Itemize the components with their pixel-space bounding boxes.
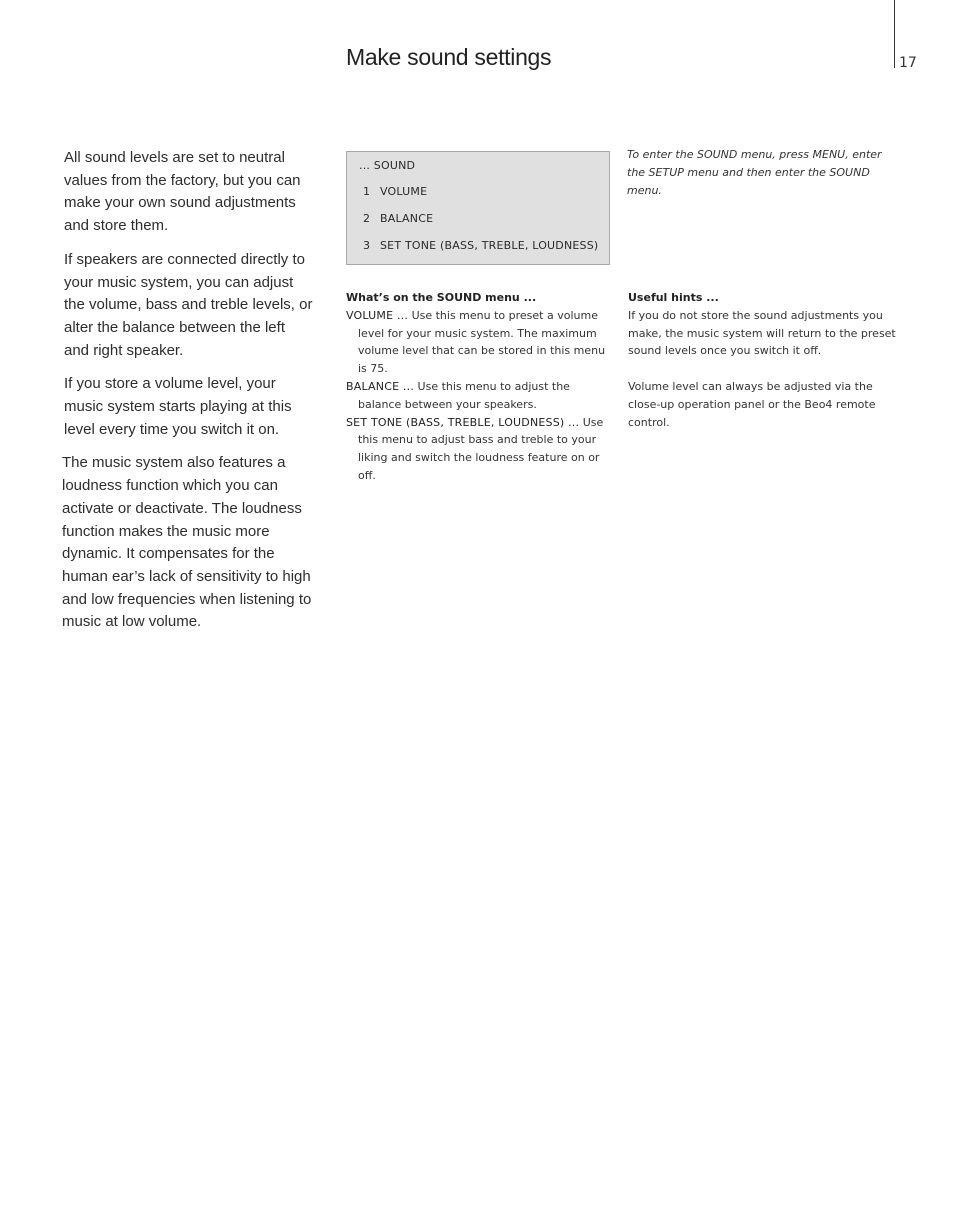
body-paragraph: If speakers are connected directly to your music system, you can adjust the volume, bass and treble levels, or alter the balance between the left and right speaker. [64, 250, 313, 359]
entry-text: Use this menu to preset a volume level for your music system. The maximum volume level that can be stored in this menu is 75. [358, 308, 606, 376]
entry-text: Use this menu to adjust bass and treble to your liking and switch the loudness feature on or off. [358, 415, 604, 482]
menu-entry-balance [346, 378, 612, 414]
page-number: 17 [899, 55, 917, 71]
body-text-column [64, 147, 314, 645]
hint-paragraph: If you do not store the sound adjustments you make, the music system will return to the preset sound levels once you switch it off. [628, 308, 896, 358]
menu-item-volume [363, 185, 427, 198]
entry-term: SET TONE (BASS, TREBLE, LOUDNESS) ... [346, 415, 580, 429]
menu-item-label: BALANCE [380, 212, 434, 225]
menu-item-number: 3 [363, 239, 371, 252]
section-heading: Useful hints ... [628, 291, 719, 304]
menu-caption: To enter the SOUND menu, press MENU, enter the SETUP menu and then enter the SOUND menu. [627, 148, 882, 197]
entry-term: BALANCE ... [346, 379, 415, 393]
section-heading: What’s on the SOUND menu ... [346, 291, 537, 304]
menu-item-number: 2 [363, 212, 371, 225]
page-edge-rule [894, 0, 895, 68]
page-title: Make sound settings [346, 44, 552, 70]
menu-item-label: SET TONE (BASS, TREBLE, LOUDNESS) [380, 239, 599, 252]
menu-item-number: 1 [363, 185, 371, 198]
body-paragraph: If you store a volume level, your music system starts playing at this level every time you switch it on. [64, 375, 292, 438]
hint-paragraph: Volume level can always be adjusted via the close-up operation panel or the Beo4 remote control. [628, 379, 876, 429]
menu-item-balance [363, 212, 433, 225]
menu-item-label: VOLUME [380, 185, 428, 198]
entry-term: VOLUME ... [346, 308, 409, 322]
body-paragraph: All sound levels are set to neutral values from the factory, but you can make your own sound adjustments and store them. [64, 149, 301, 235]
sound-menu-display [346, 151, 610, 265]
entry-text: Use this menu to adjust the balance between your speakers. [358, 379, 570, 411]
body-paragraph: The music system also features a loudness function which you can activate or deactivate. The loudness function makes the music more dynamic. It compensates for the human ear’s lack of sensitivity to high and low frequencies when listening to music at low volume. [62, 454, 312, 631]
useful-hints-section [628, 289, 898, 449]
menu-title: ... SOUND [359, 159, 416, 172]
menu-entry-volume [346, 307, 612, 378]
menu-item-set-tone [363, 239, 598, 252]
whats-on-menu-section [346, 289, 612, 485]
menu-entry-set-tone [346, 414, 612, 485]
